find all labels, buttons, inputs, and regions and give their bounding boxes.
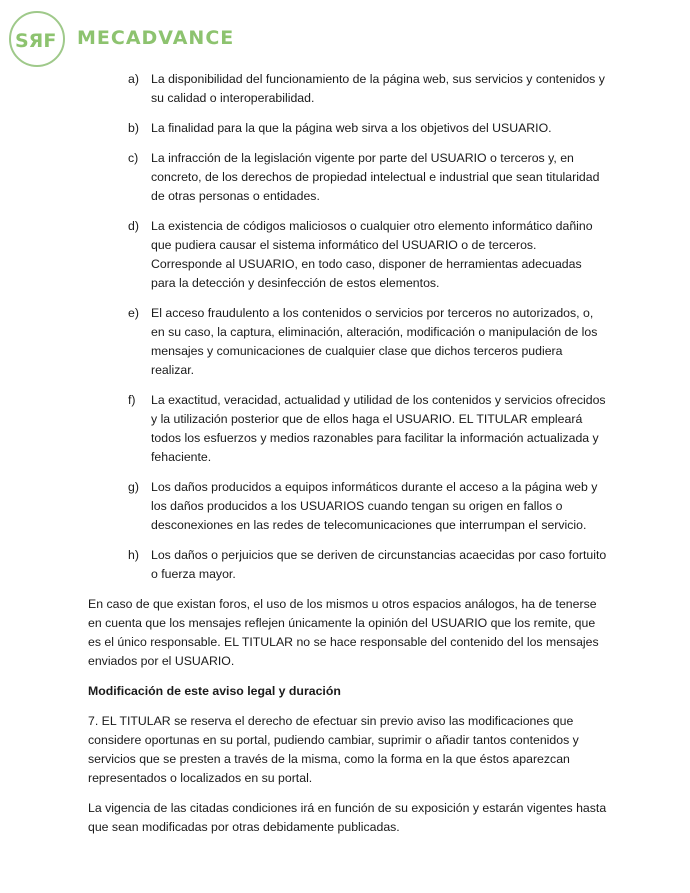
- list-item: [88, 546, 608, 584]
- list-item: [88, 304, 608, 380]
- company-logo: [9, 11, 234, 67]
- list-marker: a): [128, 72, 139, 86]
- list-marker: d): [128, 219, 139, 233]
- list-item-text: La infracción de la legislación vigente por parte del USUARIO o terceros y, en concreto, de los derechos de propiedad intelectual e industrial que sean titularidad de otras personas o entidades.: [151, 151, 600, 203]
- list-item-text: La finalidad para la que la página web sirva a los objetivos del USUARIO.: [151, 121, 552, 135]
- list-marker: h): [128, 548, 139, 562]
- list-item-text: El acceso fraudulento a los contenidos o servicios por terceros no autorizados, o, en su caso, la captura, eliminación, alteración, modificación o manipulación de los mensajes y comunicaciones de cualquier clase que dichos terceros pudiera realizar.: [151, 306, 598, 377]
- list-marker: g): [128, 480, 139, 494]
- list-item-text: La exactitud, veracidad, actualidad y utilidad de los contenidos y servicios ofrecidos y la utilización posterior que de ellos haga el USUARIO. EL TITULAR empleará todos los esfuerzos y medios razonables para facilitar la información actualizada y fehaciente.: [151, 393, 606, 464]
- list-item-text: Los daños o perjuicios que se deriven de circunstancias acaecidas por caso fortuito o fuerza mayor.: [151, 548, 607, 581]
- list-item: [88, 149, 608, 206]
- paragraph-forums: En caso de que existan foros, el uso de los mismos u otros espacios análogos, ha de tenerse en cuenta que los mensajes reflejen únicamente la opinión del USUARIO que los remite, que es el único responsable. EL TITULAR no se hace responsable del contenido del los mensajes enviados por el USUARIO.: [88, 597, 599, 668]
- list-marker: c): [128, 151, 139, 165]
- list-item-text: Los daños producidos a equipos informáticos durante el acceso a la página web y los daños producidos a los USUARIOS cuando tengan su origen en fallos o desconexiones en las redes de telecomunicaciones que interrumpan el servicio.: [151, 480, 598, 532]
- section-heading: Modificación de este aviso legal y duración: [88, 684, 341, 698]
- list-item: [88, 391, 608, 467]
- paragraph-modifications: 7. EL TITULAR se reserva el derecho de efectuar sin previo aviso las modificaciones que considere oportunas en su portal, pudiendo cambiar, suprimir o añadir tantos contenidos y servicios que se presten a través de la misma, como la forma en la que éstos aparezcan representados o localizados en su portal.: [88, 714, 579, 785]
- logo-circle: [9, 11, 65, 67]
- list-item-text: La disponibilidad del funcionamiento de la página web, sus servicios y contenidos y su calidad o interoperabilidad.: [151, 72, 605, 105]
- document-body: [88, 70, 608, 848]
- list-marker: f): [128, 393, 136, 407]
- paragraph-validity: La vigencia de las citadas condiciones irá en función de su exposición y estarán vigentes hasta que sean modificadas por otras debidamente publicadas.: [88, 801, 607, 834]
- list-item: [88, 70, 608, 108]
- logo-mark: SЯF: [15, 30, 57, 52]
- list-item: [88, 478, 608, 535]
- list-item: [88, 217, 608, 293]
- logo-wordmark: MECADVANCE: [77, 27, 235, 49]
- list-item: [88, 119, 608, 138]
- list-item-text: La existencia de códigos maliciosos o cualquier otro elemento informático dañino que pudiera causar el sistema informático del USUARIO o de terceros. Corresponde al USUARIO, en todo caso, disponer de herramientas adecuadas para la detección y desinfección de estos elementos.: [151, 219, 593, 290]
- liability-list: [88, 70, 608, 584]
- list-marker: e): [128, 306, 139, 320]
- list-marker: b): [128, 121, 139, 135]
